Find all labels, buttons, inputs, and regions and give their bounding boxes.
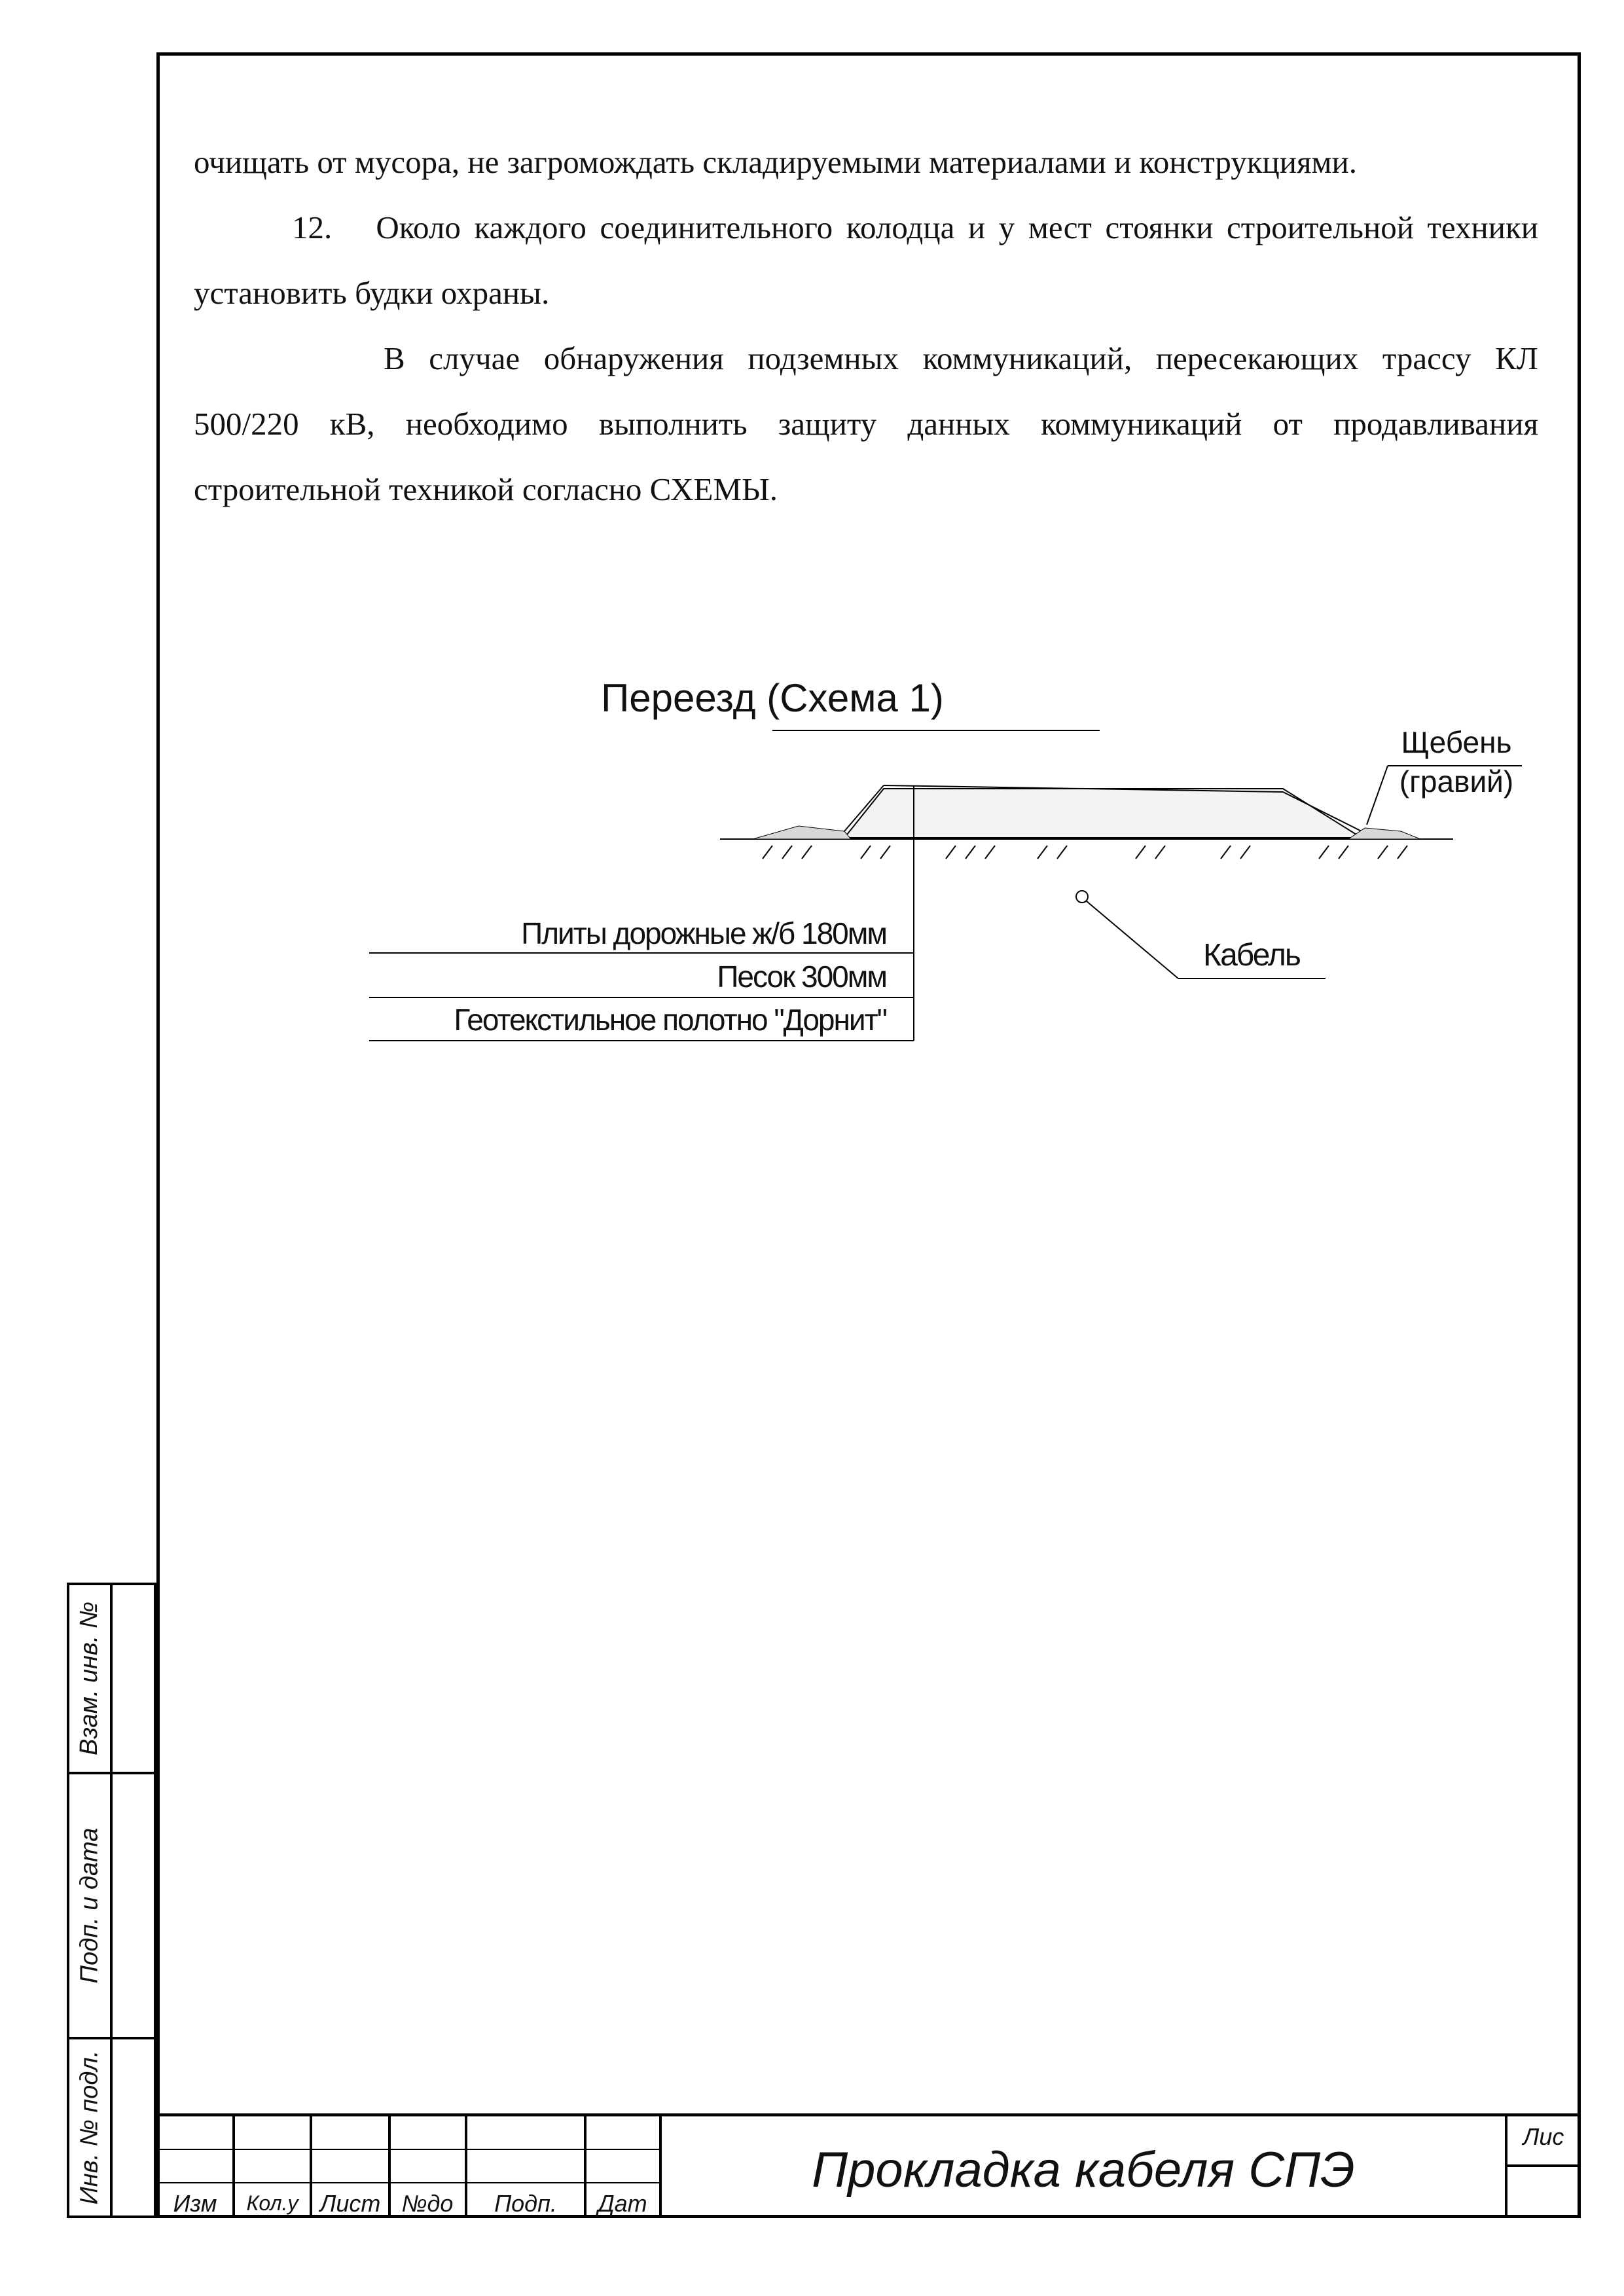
gravel-label-line2: (гравий): [1399, 764, 1514, 798]
tb-col-list: Лист: [319, 2190, 381, 2217]
cable-leader-line: [1087, 901, 1178, 978]
title-block: [156, 2113, 1581, 2218]
cable-label: Кабель: [1203, 938, 1300, 973]
gravel-label-line1: Щебень: [1401, 725, 1512, 759]
crossing-scheme: [327, 655, 1545, 1086]
body-text: [194, 130, 1547, 522]
tb-col-podp: Подп.: [494, 2190, 557, 2217]
gravel-leader-line: [1367, 766, 1388, 825]
side-label-replace: Взам. инв. №: [75, 1601, 103, 1756]
side-cell-replace: [67, 1583, 156, 1774]
paragraph-2: 12. Около каждого соединительного колодца и у мест стоянки строительной техники установить будки охраны.: [194, 209, 1547, 311]
layer-geotextile: Геотекстильное полотно "Дорнит": [454, 1003, 886, 1037]
tb-col-kolu: Кол.у: [246, 2191, 298, 2215]
side-label-inventory: Инв. № подл.: [75, 2050, 103, 2205]
sheet-label: Лис: [1523, 2123, 1564, 2150]
tb-col-data: Дат: [598, 2190, 647, 2217]
layer-road-slabs: Плиты дорожные ж/б 180мм: [521, 916, 886, 950]
layers-table: [369, 916, 914, 1041]
side-label-sign: Подп. и дата: [75, 1827, 103, 1984]
side-cell-sign: [67, 1772, 156, 2039]
layer-sand: Песок 300мм: [717, 960, 886, 994]
tb-col-ndoc: №до: [401, 2190, 454, 2217]
paragraph-3: В случае обнаружения подземных коммуникаций, пересекающих трассу КЛ 500/220 кВ, необходимо выполнить защиту данных коммуникаций от продавливания строительной техникой согласно СХЕМЫ.: [194, 340, 1538, 507]
tb-col-izm: Изм: [173, 2190, 217, 2217]
road-section: [720, 785, 1453, 859]
side-stamp: [67, 1583, 156, 2218]
side-cell-inventory: [67, 2037, 156, 2218]
document-title: Прокладка кабеля СПЭ: [812, 2142, 1355, 2198]
paragraph-1: очищать от мусора, не загромождать складируемыми материалами и конструкциями.: [194, 144, 1357, 180]
scheme-title: Переезд (Схема 1): [601, 676, 944, 720]
cable-marker: [1076, 891, 1088, 903]
